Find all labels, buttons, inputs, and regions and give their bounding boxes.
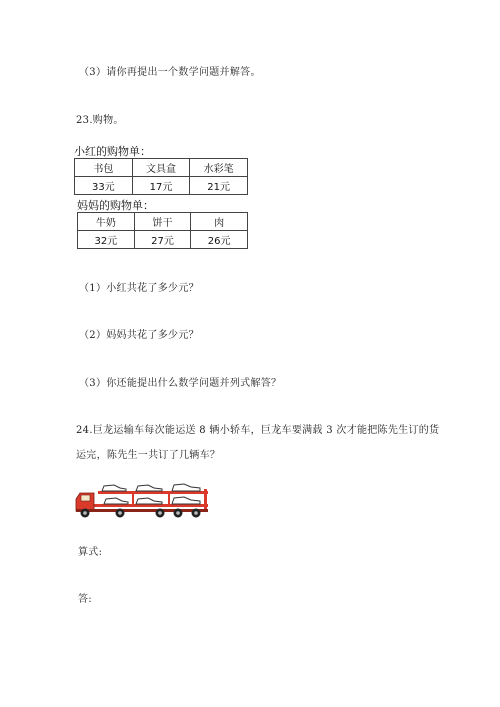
q24-text-line1: 24.巨龙运输车每次能运送 8 辆小轿车，巨龙车要满载 3 次才能把陈先生订的货: [76, 425, 440, 436]
answer-label: 答:: [78, 594, 92, 605]
q23-title: 23.购物。: [76, 115, 124, 126]
item-price: 33元: [75, 177, 133, 195]
table-row: [75, 159, 248, 177]
car-icon: [172, 497, 200, 504]
q23-part2: （2）妈妈共花了多少元？: [79, 330, 199, 341]
item-price: 21元: [190, 177, 248, 195]
wheel-icon: [156, 509, 165, 518]
table-row: [75, 177, 248, 195]
item-name: 文具盒: [132, 159, 190, 177]
wheel-icon: [81, 509, 90, 518]
q24-text-line2: 运完，陈先生一共订了几辆车？: [76, 450, 221, 461]
wheel-icon: [192, 509, 201, 518]
wheel-icon: [174, 509, 183, 518]
car-icon: [136, 498, 162, 504]
item-name: 饼干: [134, 213, 191, 231]
item-name: 肉: [191, 213, 248, 231]
wheel-icon: [116, 509, 125, 518]
car-icon: [102, 485, 126, 491]
item-name: 牛奶: [78, 213, 135, 231]
xiaohong-list-caption: 小红的购物单：: [74, 145, 151, 158]
mom-shopping-table: [77, 212, 248, 249]
q23-part1: （1）小红共花了多少元？: [79, 283, 199, 294]
xiaohong-shopping-table: [74, 158, 248, 195]
item-name: 书包: [75, 159, 133, 177]
trailer-pillar: [132, 491, 134, 507]
car-icon: [104, 498, 128, 504]
item-name: 水彩笔: [190, 159, 248, 177]
table-row: [78, 213, 248, 231]
cab-window: [81, 495, 90, 501]
car-carrier-truck-image: [74, 479, 210, 519]
q22-part3: （3）请你再提出一个数学问题并解答。: [79, 67, 261, 78]
formula-label: 算式:: [78, 547, 103, 558]
trailer-pillar: [168, 491, 170, 507]
item-price: 26元: [191, 231, 248, 249]
q23-part3: （3）你还能提出什么数学问题并列式解答？: [79, 378, 282, 389]
car-icon: [172, 484, 200, 491]
mom-list-caption: 妈妈的购物单：: [77, 199, 154, 212]
trailer-pillar: [204, 489, 207, 509]
item-price: 17元: [132, 177, 190, 195]
item-price: 27元: [134, 231, 191, 249]
car-icon: [136, 485, 162, 491]
chassis: [76, 509, 208, 512]
item-price: 32元: [78, 231, 135, 249]
table-row: [78, 231, 248, 249]
